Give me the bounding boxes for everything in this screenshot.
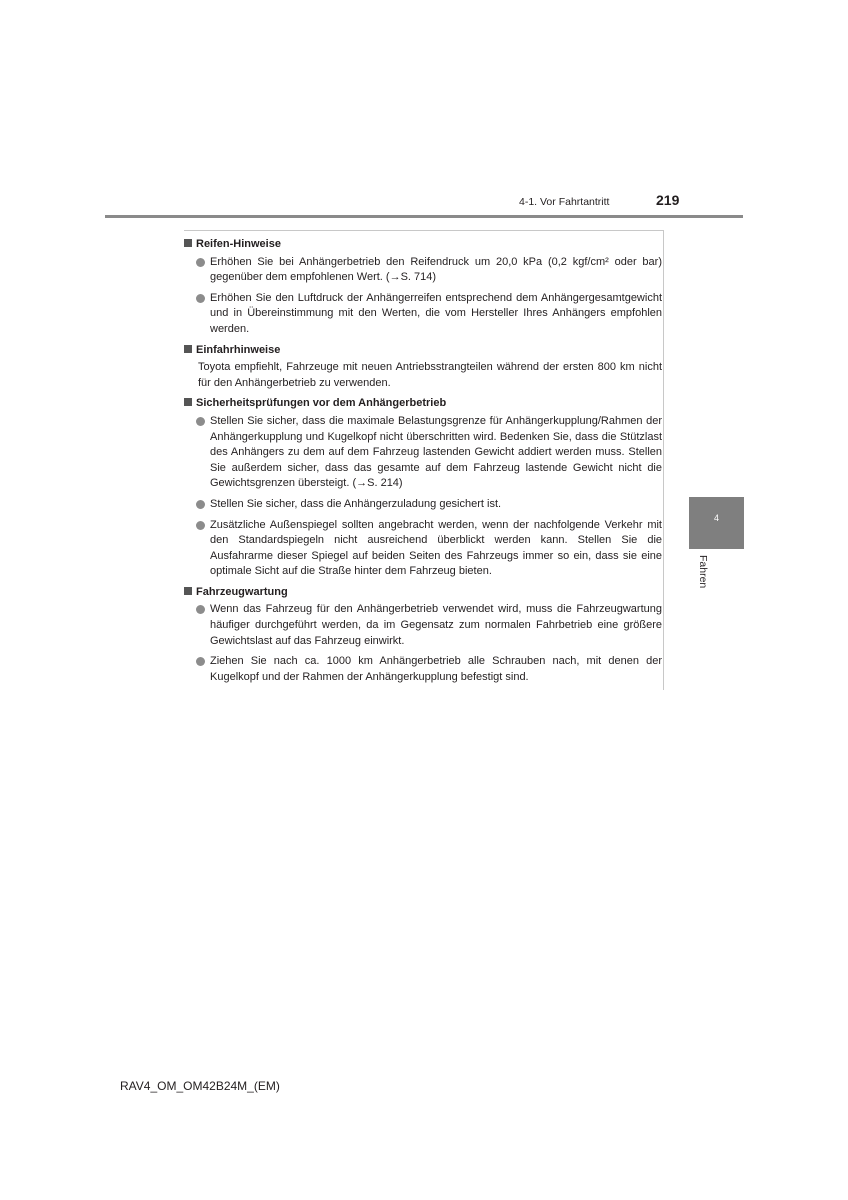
list-item: Stellen Sie sicher, dass die Anhängerzuladung gesichert ist. xyxy=(196,497,662,513)
page-content xyxy=(184,237,662,690)
paragraph: Toyota empfiehlt, Fahrzeuge mit neuen Antriebsstrangteilen während der ersten 800 km nicht für den Anhängerbetrieb zu verwenden. xyxy=(198,361,662,389)
list-item: Zusätzliche Außenspiegel sollten angebracht werden, wenn der nachfolgende Verkehr mit den Standardspiegeln nicht ausreichend überblickt werden kann. Stellen Sie die Ausfahrarme dieser Spiegel auf beiden Seiten des Fahrzeugs immer so ein, dass sie eine optimale Sicht auf die Straße hinter dem Fahrzeug bieten. xyxy=(196,518,662,580)
section-fahrzeugwartung xyxy=(184,585,662,686)
document-code: RAV4_OM_OM42B24M_(EM) xyxy=(120,1079,280,1093)
section-heading: Sicherheitsprüfungen vor dem Anhängerbetrieb xyxy=(184,396,662,412)
circle-bullet-icon xyxy=(196,500,205,509)
section-reifen-hinweise xyxy=(184,237,662,338)
chapter-number: 4 xyxy=(713,513,719,523)
circle-bullet-icon xyxy=(196,605,205,614)
page-number: 219 xyxy=(656,192,680,208)
section-heading: Reifen-Hinweise xyxy=(184,237,662,253)
square-bullet-icon xyxy=(184,398,192,406)
list-item: Erhöhen Sie bei Anhängerbetrieb den Reifendruck um 20,0 kPa (0,2 kgf/cm² oder bar) gegenüber dem empfohlenen Wert. (→S. 714) xyxy=(196,255,662,286)
circle-bullet-icon xyxy=(196,521,205,530)
circle-bullet-icon xyxy=(196,258,205,267)
section-sicherheitspruefungen xyxy=(184,396,662,580)
circle-bullet-icon xyxy=(196,417,205,426)
section-einfahrhinweise xyxy=(184,343,662,392)
square-bullet-icon xyxy=(184,345,192,353)
section-heading: Fahrzeugwartung xyxy=(184,585,662,601)
square-bullet-icon xyxy=(184,239,192,247)
section-heading: Einfahrhinweise xyxy=(184,343,662,359)
chapter-tab xyxy=(689,497,744,549)
chapter-label: Fahren xyxy=(697,555,709,589)
list-item: Ziehen Sie nach ca. 1000 km Anhängerbetrieb alle Schrauben nach, mit denen der Kugelkopf und der Rahmen der Anhängerkupplung befestigt sind. xyxy=(196,654,662,685)
list-item: Erhöhen Sie den Luftdruck der Anhängerreifen entsprechend dem Anhängergesamtgewicht und in Übereinstimmung mit den Werten, die vom Hersteller Ihres Anhängers empfohlen werden. xyxy=(196,291,662,338)
list-item: Stellen Sie sicher, dass die maximale Belastungsgrenze für Anhängerkupplung/Rahmen der Anhängerkupplung und Kugelkopf nicht überschritten wird. Bedenken Sie, dass die Stützlast des Anhängers zu dem auf dem Fahrzeug lastenden Gewicht addiert werden muss. Stellen Sie außerdem sicher, dass das gesamte auf dem Fahrzeug lastende Gewicht nicht die Gewichtsgrenzen übersteigt. (→S. 214) xyxy=(196,414,662,492)
running-header-section: 4-1. Vor Fahrtantritt xyxy=(519,196,610,208)
list-item: Wenn das Fahrzeug für den Anhängerbetrieb verwendet wird, muss die Fahrzeugwartung häufiger durchgeführt werden, da im Gegensatz zum normalen Fahrbetrieb eine größere Gewichtslast auf das Fahrzeug einwirkt. xyxy=(196,602,662,649)
circle-bullet-icon xyxy=(196,657,205,666)
square-bullet-icon xyxy=(184,587,192,595)
header-rule xyxy=(105,215,743,218)
circle-bullet-icon xyxy=(196,294,205,303)
